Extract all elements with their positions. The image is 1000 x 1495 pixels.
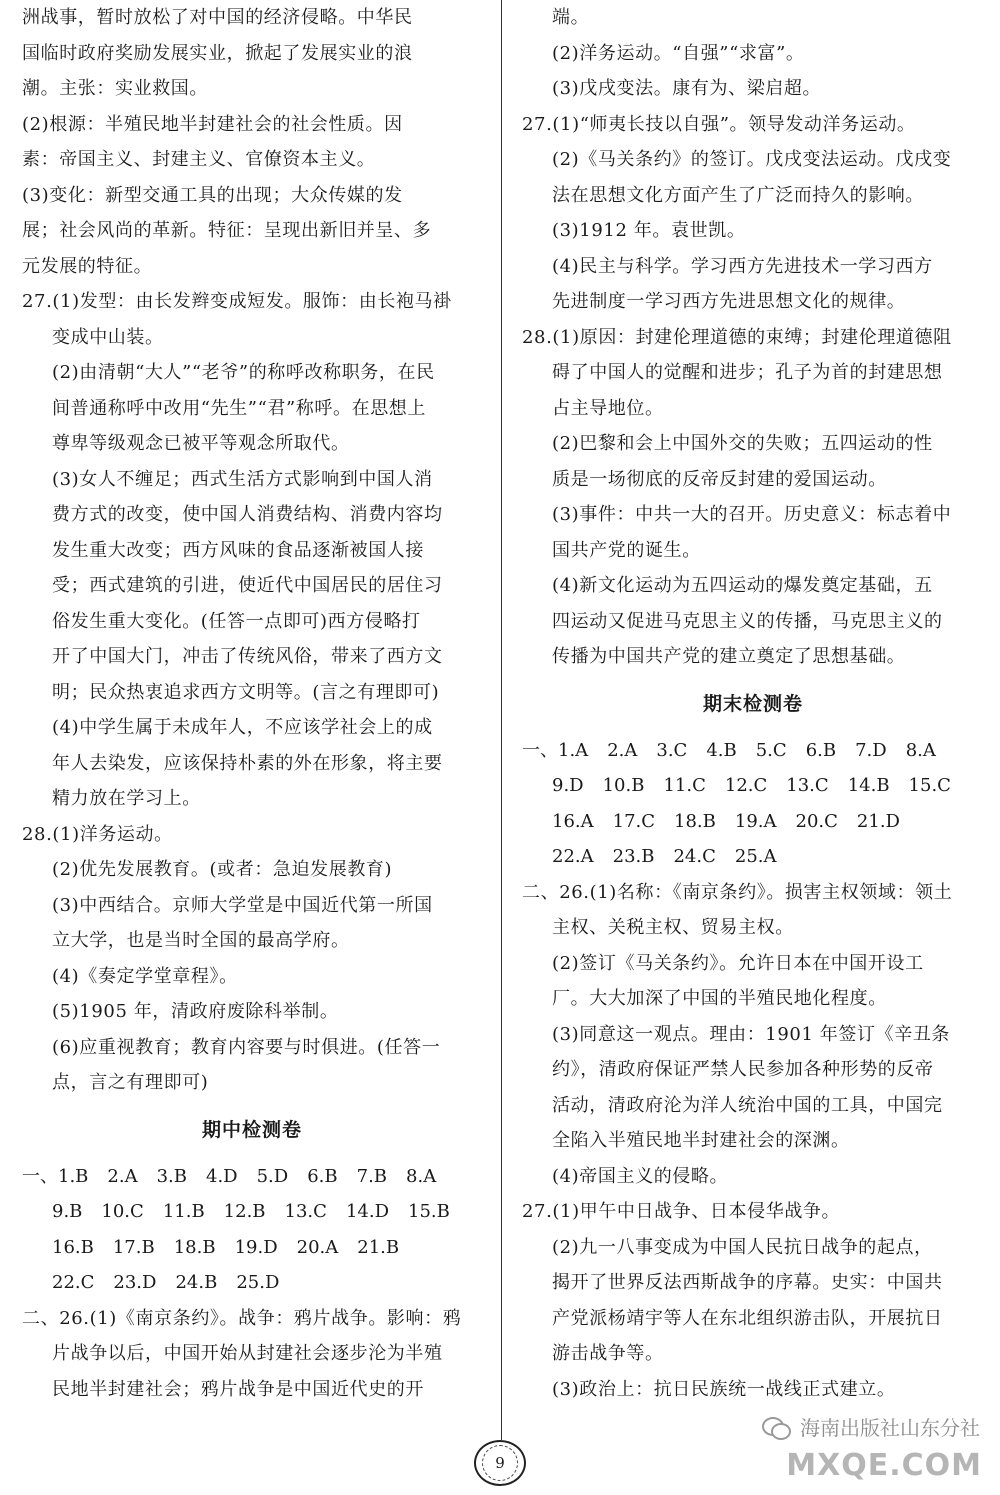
text-line: 展；社会风尚的革新。特征：呈现出新旧并呈、多 [22,220,432,241]
text-line: (4)帝国主义的侵略。 [552,1165,729,1187]
answer-item: 22.C [52,1272,95,1293]
text-line: (2)由清朝“大人”“老爷”的称呼改称职务，在民 [52,362,435,383]
answer-item: 18.B [674,810,716,832]
text-line: (2)洋务运动。“自强”“求富”。 [552,42,805,64]
answer-row [22,1265,482,1301]
answer-item: 6.B [307,1165,338,1187]
text-line: 明；民众热衷追求西方文明等。(言之有理即可) [52,681,440,703]
text-line: 发生重大改变；西方风味的食品逐渐被国人接 [52,539,424,561]
answer-item: 7.B [356,1165,388,1187]
answer-item: 6.B [805,739,837,761]
answer-item: 10.C [101,1201,144,1222]
text-line: (5)1905 年，清政府废除科举制。 [52,1001,339,1022]
text-line: 厂。大大加深了中国的半殖民地化程度。 [552,988,887,1009]
answer-item: 17.B [112,1236,155,1258]
text-line: (2)优先发展教育。(或者：急迫发展教育) [52,859,393,880]
answer-item: 11.C [663,775,706,796]
text-line: (4)《奏定学堂章程》。 [52,965,238,987]
answer-item: 3.B [156,1165,187,1187]
text-line: 27.(1)“师夷长技以自强”。领导发动洋务运动。 [522,113,916,135]
answer-item: 10.B [602,775,645,796]
page-number: 9 [482,1445,518,1481]
text-line: 28.(1)原因：封建伦理道德的束缚；封建伦理道德阻 [522,326,952,348]
answer-item: 15.B [408,1201,450,1222]
text-line: (4)新文化运动为五四运动的爆发奠定基础，五 [552,575,933,596]
text-line: (3)中西结合。京师大学堂是中国近代第一所国 [52,894,433,916]
text-line: 传播为中国共产党的建立奠定了思想基础。 [552,646,906,667]
answer-row [22,1159,482,1195]
answer-item: 12.B [223,1201,266,1222]
answer-item: 9.B [52,1201,83,1222]
answer-item: 3.C [656,739,688,761]
answer-item: 8.A [406,1165,437,1187]
text-line: (2)九一八事变成为中国人民抗日战争的起点， [552,1236,933,1258]
answer-item: 14.B [847,775,890,796]
text-line: 点，言之有理即可) [52,1072,209,1093]
text-line: (2)巴黎和会上中国外交的失败；五四运动的性 [552,433,933,454]
wechat-icon [762,1415,790,1439]
text-line: 约》，清政府保证严禁人民参加各种形势的反帝 [552,1059,934,1080]
text-line: 精力放在学习上。 [52,788,201,809]
text-line: (3)女人不缠足；西式生活方式影响到中国人消 [52,468,433,490]
answer-item: 14.D [345,1201,389,1222]
answer-item: 13.C [284,1201,327,1222]
answer-item: 4.D [206,1165,238,1187]
answer-item: 4.B [706,739,737,761]
text-line: 尊卑等级观念已被平等观念所取代。 [52,433,350,454]
text-line: 质是一场彻底的反帝反封建的爱国运动。 [552,468,887,490]
text-line: 元发展的特征。 [22,255,153,277]
section-heading: 期末检测卷 [702,692,803,715]
watermark-logo: MXQE.COM [786,1448,982,1483]
text-line: 游击战争等。 [552,1343,664,1364]
watermark-text: 海南出版社山东分社 [800,1416,980,1440]
text-line: 二、26.(1)《南京条约》。战争：鸦片战争。影响：鸦 [22,1307,462,1329]
text-line: 间普通称呼中改用“先生”“君”称呼。在思想上 [52,397,427,419]
text-line: (6)应重视教育；教育内容要与时俱进。(任答一 [52,1036,441,1058]
text-line: 主权、关税主权、贸易主权。 [552,917,794,938]
answer-item: 18.B [173,1236,216,1258]
text-line: 揭开了世界反法西斯战争的序幕。史实：中国共 [552,1272,943,1293]
left-column [22,0,482,1407]
text-line: 片战争以后，中国开始从封建社会逐步沦为半殖 [52,1343,443,1364]
answer-row [22,1194,482,1230]
text-line: 俗发生重大变化。(任答一点即可)西方侵略打 [52,610,421,632]
text-line: (3)政治上：抗日民族统一战线正式建立。 [552,1378,896,1400]
text-line: 年人去染发，应该保持朴素的外在形象，将主要 [52,752,443,774]
text-line: 产党派杨靖宇等人在东北组织游击队，开展抗日 [552,1307,943,1329]
answer-item: 20.A [296,1236,339,1258]
text-line: (3)1912 年。袁世凯。 [552,220,746,241]
answer-item: 8.A [905,739,936,761]
text-line: 先进制度一学习西方先进思想文化的规律。 [552,291,906,312]
answer-item: 25.A [734,846,777,867]
text-line: 民地半封建社会；鸦片战争是中国近代史的开 [52,1378,424,1400]
text-line: 二、26.(1)名称：《南京条约》。损害主权领域：领土 [522,881,953,903]
answer-item: 2.A [107,1165,138,1187]
text-line: 素：帝国主义、封建主义、官僚资本主义。 [22,149,376,170]
section-heading: 期中检测卷 [201,1118,302,1141]
answer-item: 2.A [607,739,638,761]
answer-item: 7.D [855,739,887,761]
text-line: 活动，清政府沦为洋人统治中国的工具，中国完 [552,1094,943,1116]
text-line: 立大学，也是当时全国的最高学府。 [52,930,350,951]
text-line: 国临时政府奖励发展实业，掀起了发展实业的浪 [22,42,413,64]
answer-item: 22.A [552,846,594,867]
answer-row [522,804,984,840]
text-line: (3)同意这一观点。理由：1901 年签订《辛丑条 [552,1023,951,1045]
answer-item: 5.D [256,1165,289,1187]
text-line: 潮。主张：实业救国。 [22,78,208,99]
text-line: (4)中学生属于未成年人，不应该学社会上的成 [52,717,433,738]
column-divider [501,0,502,1440]
answer-item: 9.D [552,775,584,796]
text-line: 变成中山装。 [52,326,164,348]
answer-item: 一、1.A [522,739,589,761]
text-line: 占主导地位。 [552,397,664,419]
text-line: (2)签订《马关条约》。允许日本在中国开设工 [552,952,924,974]
answer-item: 24.C [673,846,716,867]
text-line: 四运动又促进马克思主义的传播，马克思主义的 [552,610,943,632]
answer-item: 5.C [755,739,787,761]
answer-row [522,768,984,804]
text-line: 27.(1)发型：由长发辫变成短发。服饰：由长袍马褂 [22,291,452,312]
answer-row [522,839,984,875]
answer-item: 16.B [52,1236,94,1258]
answer-row [522,733,984,769]
text-line: 27.(1)甲午中日战争、日本侵华战争。 [522,1201,841,1222]
answer-item: 21.D [856,810,900,832]
answer-item: 19.D [234,1236,278,1258]
answer-item: 一、1.B [22,1165,89,1187]
text-line: 费方式的改变，使中国人消费结构、消费内容均 [52,504,443,525]
answer-item: 17.C [612,810,656,832]
answer-item: 24.B [175,1272,218,1293]
answer-item: 13.C [786,775,829,796]
text-line: 国共产党的诞生。 [552,539,701,561]
answer-item: 20.C [795,810,838,832]
text-line: (3)事件：中共一大的召开。历史意义：标志着中 [552,504,952,525]
text-line: (2)根源：半殖民地半封建社会的社会性质。因 [22,113,403,135]
text-line: 开了中国大门，冲击了传统风俗，带来了西方文 [52,646,443,667]
text-line: 全陷入半殖民地半封建社会的深渊。 [552,1130,850,1151]
text-line: (3)变化：新型交通工具的出现；大众传媒的发 [22,184,403,206]
answer-item: 23.D [113,1272,157,1293]
text-line: 28.(1)洋务运动。 [22,823,173,845]
answer-item: 25.D [236,1272,280,1293]
answer-item: 15.C [908,775,951,796]
answer-row [22,1230,482,1266]
watermark [762,1412,980,1441]
text-line: 洲战事，暂时放松了对中国的经济侵略。中华民 [22,7,413,28]
answer-item: 12.C [724,775,768,796]
answer-item: 23.B [612,846,655,867]
text-line: 法在思想文化方面产生了广泛而持久的影响。 [552,184,924,206]
answer-item: 21.B [357,1236,400,1258]
answer-item: 19.A [734,810,777,832]
text-line: 碍了中国人的觉醒和进步；孔子为首的封建思想 [552,362,943,383]
answer-item: 16.A [552,810,594,832]
right-column [522,0,984,1407]
text-line: (2)《马关条约》的签订。戊戌变法运动。戊戌变 [552,149,952,170]
page-number-badge [474,1440,526,1486]
text-line: (3)戊戌变法。康有为、梁启超。 [552,78,822,99]
text-line: (4)民主与科学。学习西方先进技术一学习西方 [552,255,933,277]
answer-item: 11.B [162,1201,205,1222]
text-line: 端。 [552,7,590,28]
text-line: 受；西式建筑的引进，使近代中国居民的居住习 [52,575,443,596]
